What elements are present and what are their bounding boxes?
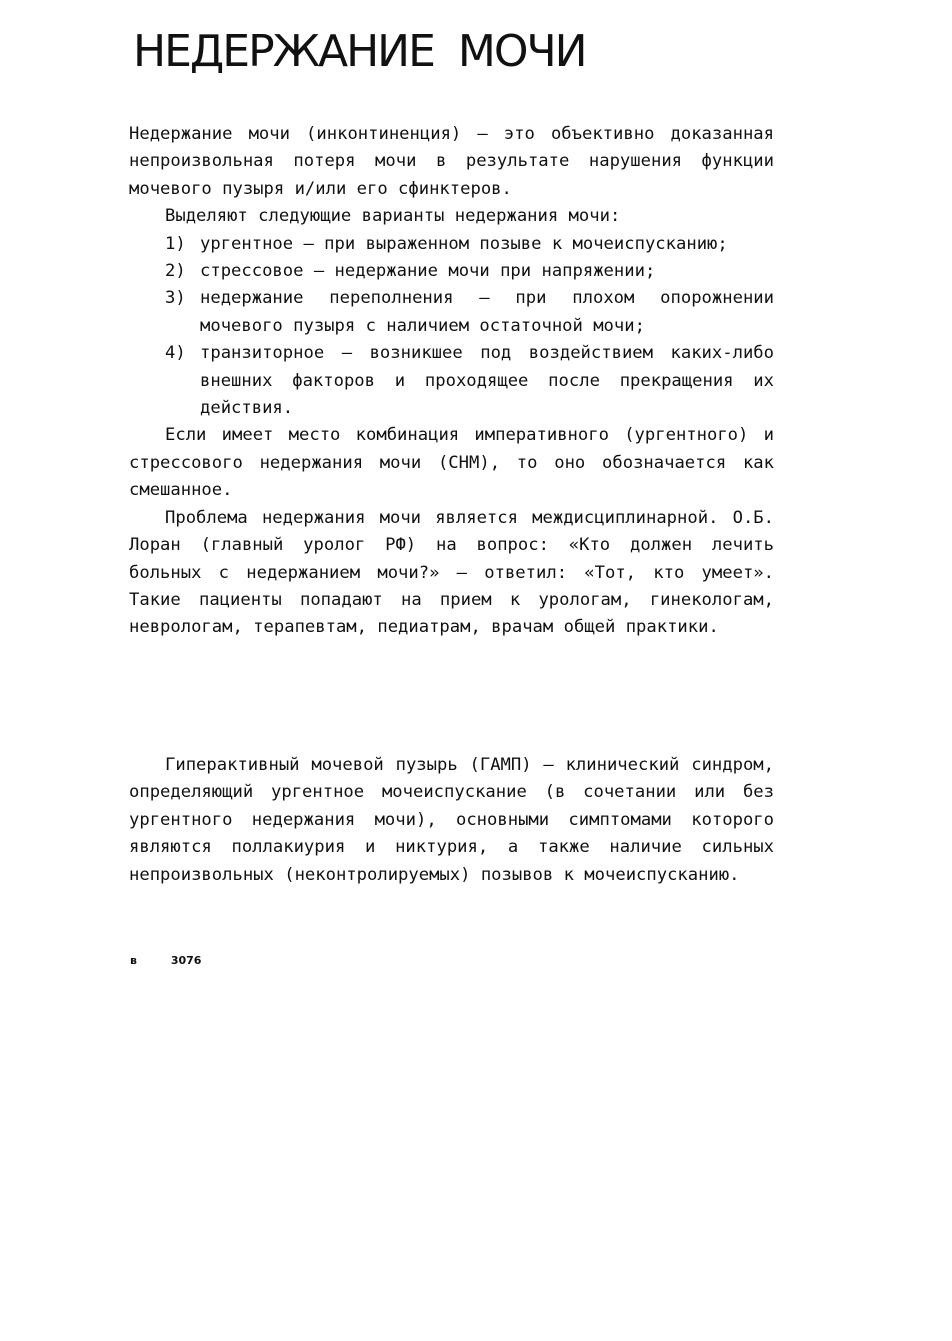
- list-item: [129, 285, 774, 340]
- footer-letter: в: [130, 954, 137, 967]
- main-text-block: [129, 121, 774, 642]
- page-title: НЕДЕРЖАНИЕ МОЧИ: [133, 26, 586, 77]
- mixed-paragraph: Если имеет место комбинация императивного (ургентного) и стрессового недержания мочи (СНМ), то оно обозначается как смешанное.: [129, 425, 774, 501]
- list-item-text: недержание переполнения — при плохом опорожнении мочевого пузыря с наличием остаточной мочи;: [200, 288, 774, 336]
- list-item-number: 2): [165, 261, 186, 282]
- list-item-number: 4): [165, 343, 186, 364]
- list-item-number: 1): [165, 233, 186, 254]
- list-item-text: ургентное — при выраженном позыве к мочеиспусканию;: [200, 233, 728, 254]
- page-footer: [130, 954, 201, 968]
- list-item-text: транзиторное — возникшее под воздействием каких-либо внешних факторов и проходящее после прекращения их действия.: [200, 343, 774, 419]
- footer-number: 3076: [170, 954, 202, 967]
- list-item: [129, 340, 774, 422]
- variants-list: [129, 231, 774, 423]
- problem-paragraph: Проблема недержания мочи является междисциплинарной. О.Б. Лоран (главный уролог РФ) на вопрос: «Кто должен лечить больных с недержанием мочи?» — ответил: «Тот, кто умеет». Такие пациенты попадают на прием к урологам, гинекологам, неврологам, терапевтам, педиатрам, врачам общей практики.: [129, 507, 774, 638]
- variants-intro-paragraph: Выделяют следующие варианты недержания мочи:: [165, 206, 621, 227]
- gamp-paragraph: Гиперактивный мочевой пузырь (ГАМП) — клинический синдром, определяющий ургентное мочеиспускание (в сочетании или без ургентного недержания мочи), основными симптомами которого являются поллакиурия и никтурия, а также наличие сильных непроизвольных (неконтролируемых) позывов к мочеиспусканию.: [129, 755, 774, 885]
- gamp-text-block: [129, 752, 774, 889]
- list-item: [129, 231, 774, 258]
- list-item-text: стрессовое — недержание мочи при напряжении;: [200, 261, 656, 282]
- list-item-number: 3): [165, 288, 186, 309]
- intro-paragraph: Недержание мочи (инконтиненция) — это объективно доказанная непроизвольная потеря мочи в результате нарушения функции мочевого пузыря и/или его сфинктеров.: [129, 124, 774, 199]
- list-item: [129, 258, 774, 285]
